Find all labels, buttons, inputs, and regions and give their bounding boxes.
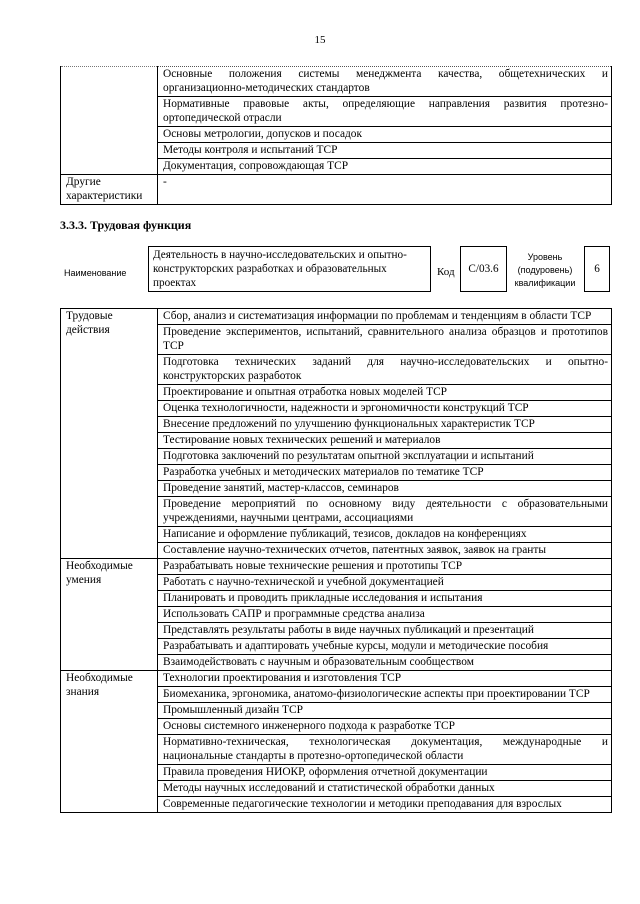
table-row-item: Основные положения системы менеджмента качества, общетехнических и организационно-методических стандартов — [158, 67, 612, 97]
other-characteristics-value: - — [158, 175, 612, 205]
labor-actions-item: Сбор, анализ и систематизация информации по проблемам и тенденциям в области ТСР — [158, 309, 612, 325]
labor-actions-item: Внесение предложений по улучшению функциональных характеристик ТСР — [158, 417, 612, 433]
knowledge-item: Биомеханика, эргономика, анатомо-физиологические аспекты при проектировании ТСР — [158, 687, 612, 703]
section-heading: 3.3.3. Трудовая функция — [60, 218, 192, 232]
function-code-box: C/03.6 — [460, 246, 507, 292]
table-row-item: Основы метрологии, допусков и посадок — [158, 127, 612, 143]
name-label: Наименование — [64, 268, 127, 278]
labor-actions-item: Подготовка технических заданий для научно-исследовательских и опытно-конструкторских разработок — [158, 355, 612, 385]
function-name-box: Деятельность в научно-исследовательских и опытно-конструкторских разработках и образовательных проектах — [148, 246, 431, 292]
knowledge-item: Методы научных исследований и статистической обработки данных — [158, 781, 612, 797]
knowledge-label-continued — [61, 67, 158, 175]
knowledge-label: Необходимые знания — [61, 671, 158, 813]
knowledge-item: Современные педагогические технологии и методики преподавания для взрослых — [158, 797, 612, 813]
labor-actions-item: Проведение экспериментов, испытаний, сравнительного анализа образцов и прототипов ТСР — [158, 325, 612, 355]
skills-item: Использовать САПР и программные средства анализа — [158, 607, 612, 623]
table-row-item: Документация, сопровождающая ТСР — [158, 159, 612, 175]
labor-function-table — [60, 308, 612, 813]
labor-actions-item: Проведение мероприятий по основному виду деятельности с образовательными учреждениями, научными центрами, ассоциациями — [158, 497, 612, 527]
knowledge-item: Промышленный дизайн ТСР — [158, 703, 612, 719]
previous-function-table — [60, 66, 612, 205]
knowledge-item: Нормативно-техническая, технологическая документация, международные и национальные стандарты в протезно-ортопедической области — [158, 735, 612, 765]
labor-actions-item: Проведение занятий, мастер-классов, семинаров — [158, 481, 612, 497]
knowledge-item: Технологии проектирования и изготовления ТСР — [158, 671, 612, 687]
skills-item: Взаимодействовать с научным и образовательным сообществом — [158, 655, 612, 671]
qualification-level-box: 6 — [584, 246, 610, 292]
labor-actions-item: Разработка учебных и методических материалов по тематике ТСР — [158, 465, 612, 481]
skills-item: Работать с научно-технической и учебной документацией — [158, 575, 612, 591]
skills-item: Разрабатывать и адаптировать учебные курсы, модули и методические пособия — [158, 639, 612, 655]
table-row-item: Методы контроля и испытаний ТСР — [158, 143, 612, 159]
labor-actions-item: Составление научно-технических отчетов, патентных заявок, заявок на гранты — [158, 543, 612, 559]
labor-actions-item: Проектирование и опытная отработка новых моделей ТСР — [158, 385, 612, 401]
qualification-level-label: Уровень (подуровень) квалификации — [514, 252, 576, 288]
other-characteristics-label: Другие характеристики — [61, 175, 158, 205]
skills-item: Представлять результаты работы в виде научных публикаций и презентаций — [158, 623, 612, 639]
knowledge-item: Правила проведения НИОКР, оформления отчетной документации — [158, 765, 612, 781]
labor-actions-label: Трудовые действия — [61, 309, 158, 559]
skills-item: Планировать и проводить прикладные исследования и испытания — [158, 591, 612, 607]
knowledge-item: Основы системного инженерного подхода к разработке ТСР — [158, 719, 612, 735]
skills-item: Разрабатывать новые технические решения и прототипы ТСР — [158, 559, 612, 575]
labor-actions-item: Оценка технологичности, надежности и эргономичности конструкций ТСР — [158, 401, 612, 417]
labor-actions-item: Тестирование новых технических решений и материалов — [158, 433, 612, 449]
labor-actions-item: Подготовка заключений по результатам опытной эксплуатации и испытаний — [158, 449, 612, 465]
table-row-item: Нормативные правовые акты, определяющие направления развития протезно-ортопедической отрасли — [158, 97, 612, 127]
code-label: Код — [437, 266, 455, 278]
page-number: 15 — [314, 34, 326, 46]
labor-actions-item: Написание и оформление публикаций, тезисов, докладов на конференциях — [158, 527, 612, 543]
skills-label: Необходимые умения — [61, 559, 158, 671]
